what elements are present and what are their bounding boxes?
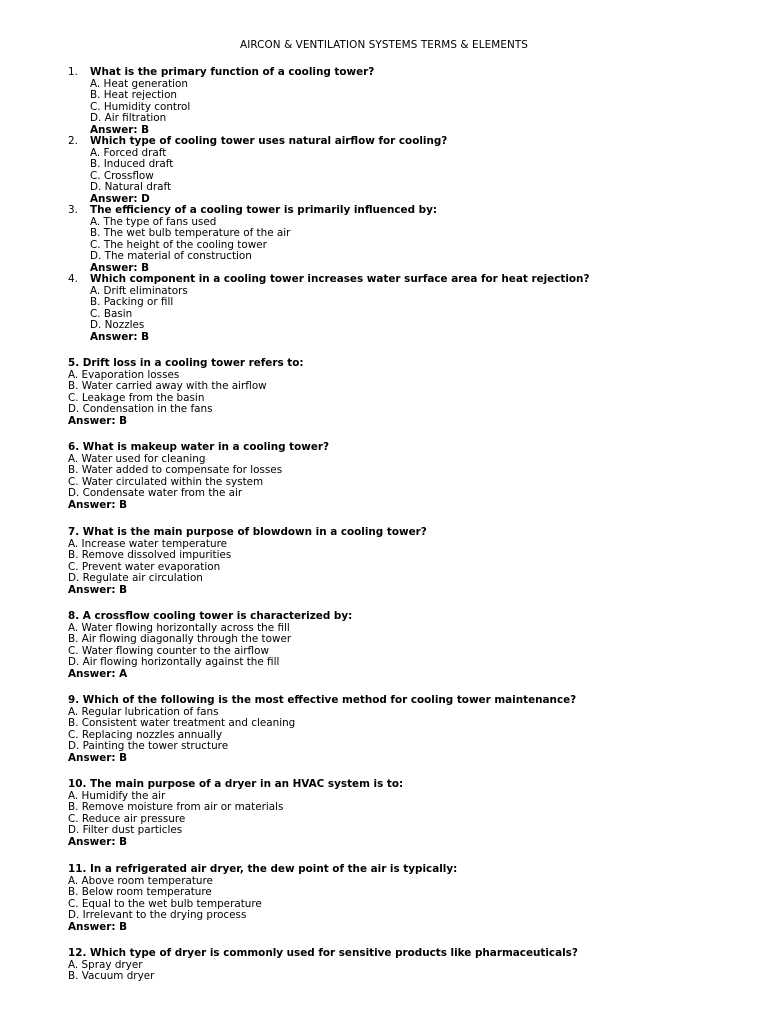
option-d: D. The material of construction bbox=[90, 250, 252, 262]
option-a: A. Drift eliminators bbox=[90, 284, 188, 297]
answer: Answer: B bbox=[68, 835, 128, 848]
question-2 bbox=[0, 136, 768, 205]
option-a: A. Regular lubrication of fans bbox=[68, 705, 219, 718]
option-b: B. Vacuum dryer bbox=[68, 970, 155, 982]
option-c: C. Equal to the wet bulb temperature bbox=[68, 897, 262, 910]
option-c: C. Water circulated within the system bbox=[68, 475, 264, 488]
option-c: C. Reduce air pressure bbox=[68, 812, 186, 825]
option-a: A. Forced draft bbox=[90, 146, 167, 159]
option-c: C. Prevent water evaporation bbox=[68, 560, 221, 573]
option-c: C. Basin bbox=[90, 307, 133, 320]
option-a: A. Humidify the air bbox=[68, 789, 166, 802]
question-9 bbox=[0, 695, 768, 764]
option-d: D. Regulate air circulation bbox=[68, 572, 203, 584]
option-a: A. Water flowing horizontally across the fill bbox=[68, 621, 290, 634]
option-d: D. Natural draft bbox=[90, 181, 172, 193]
option-a: A. Above room temperature bbox=[68, 874, 213, 887]
option-b: B. Remove moisture from air or materials bbox=[68, 801, 284, 813]
question-text: 6. What is makeup water in a cooling tower? bbox=[68, 441, 330, 453]
question-text: What is the primary function of a cooling tower? bbox=[90, 66, 375, 78]
question-number: 2. bbox=[68, 135, 78, 147]
answer: Answer: B bbox=[68, 498, 128, 511]
question-7 bbox=[0, 527, 768, 596]
option-d: D. Irrelevant to the drying process bbox=[68, 909, 247, 921]
option-d: D. Air filtration bbox=[90, 112, 167, 124]
question-number: 3. bbox=[68, 204, 78, 216]
question-text: 7. What is the main purpose of blowdown in a cooling tower? bbox=[68, 526, 427, 538]
question-text: 10. The main purpose of a dryer in an HVAC system is to: bbox=[68, 778, 404, 790]
answer: Answer: D bbox=[90, 192, 150, 205]
question-number: 1. bbox=[68, 66, 78, 78]
option-a: A. Water used for cleaning bbox=[68, 452, 206, 465]
option-d: D. Painting the tower structure bbox=[68, 740, 229, 752]
answer: Answer: B bbox=[68, 583, 128, 596]
option-b: B. Heat rejection bbox=[90, 89, 178, 101]
option-b: B. Water carried away with the airflow bbox=[68, 380, 267, 392]
question-4 bbox=[0, 274, 768, 343]
option-c: C. Water flowing counter to the airflow bbox=[68, 644, 269, 657]
option-a: A. Evaporation losses bbox=[68, 368, 180, 381]
option-b: B. Air flowing diagonally through the tower bbox=[68, 633, 292, 645]
option-a: A. Increase water temperature bbox=[68, 537, 228, 550]
option-a: A. Heat generation bbox=[90, 77, 188, 90]
question-6 bbox=[0, 442, 768, 511]
option-b: B. The wet bulb temperature of the air bbox=[90, 227, 291, 239]
option-d: D. Condensation in the fans bbox=[68, 403, 213, 415]
question-1 bbox=[0, 67, 768, 136]
option-b: B. Remove dissolved impurities bbox=[68, 549, 232, 561]
answer: Answer: B bbox=[68, 414, 128, 427]
option-b: B. Water added to compensate for losses bbox=[68, 464, 283, 476]
option-d: D. Condensate water from the air bbox=[68, 487, 243, 499]
option-d: D. Nozzles bbox=[90, 319, 145, 331]
question-text: Which component in a cooling tower increases water surface area for heat rejection? bbox=[90, 273, 590, 285]
answer: Answer: A bbox=[68, 667, 128, 680]
option-b: B. Packing or fill bbox=[90, 296, 174, 308]
question-10 bbox=[0, 779, 768, 848]
question-3 bbox=[0, 205, 768, 274]
page-title: AIRCON & VENTILATION SYSTEMS TERMS & ELEMENTS bbox=[239, 39, 529, 51]
option-d: D. Filter dust particles bbox=[68, 824, 183, 836]
option-a: A. The type of fans used bbox=[90, 215, 217, 228]
answer: Answer: B bbox=[90, 330, 150, 343]
option-a: A. Spray dryer bbox=[68, 958, 143, 971]
question-8 bbox=[0, 611, 768, 680]
question-text: 8. A crossflow cooling tower is characterized by: bbox=[68, 610, 353, 622]
option-b: B. Consistent water treatment and cleaning bbox=[68, 717, 296, 729]
option-c: C. Replacing nozzles annually bbox=[68, 728, 223, 741]
option-c: C. Humidity control bbox=[90, 100, 191, 113]
answer: Answer: B bbox=[90, 123, 150, 136]
question-text: 9. Which of the following is the most effective method for cooling tower maintenance? bbox=[68, 694, 577, 706]
option-b: B. Below room temperature bbox=[68, 886, 212, 898]
question-11 bbox=[0, 864, 768, 933]
question-12 bbox=[0, 948, 768, 983]
option-b: B. Induced draft bbox=[90, 158, 174, 170]
answer: Answer: B bbox=[90, 261, 150, 274]
option-d: D. Air flowing horizontally against the fill bbox=[68, 656, 280, 668]
question-text: The efficiency of a cooling tower is primarily influenced by: bbox=[90, 204, 438, 216]
question-5 bbox=[0, 358, 768, 427]
answer: Answer: B bbox=[68, 751, 128, 764]
question-text: Which type of cooling tower uses natural airflow for cooling? bbox=[90, 135, 448, 147]
question-text: 11. In a refrigerated air dryer, the dew point of the air is typically: bbox=[68, 863, 458, 875]
option-c: C. The height of the cooling tower bbox=[90, 238, 267, 251]
question-number: 4. bbox=[68, 273, 78, 285]
option-c: C. Leakage from the basin bbox=[68, 391, 205, 404]
question-text: 12. Which type of dryer is commonly used for sensitive products like pharmaceuticals? bbox=[68, 947, 578, 959]
option-c: C. Crossflow bbox=[90, 169, 154, 182]
question-text: 5. Drift loss in a cooling tower refers to: bbox=[68, 357, 304, 369]
answer: Answer: B bbox=[68, 920, 128, 933]
